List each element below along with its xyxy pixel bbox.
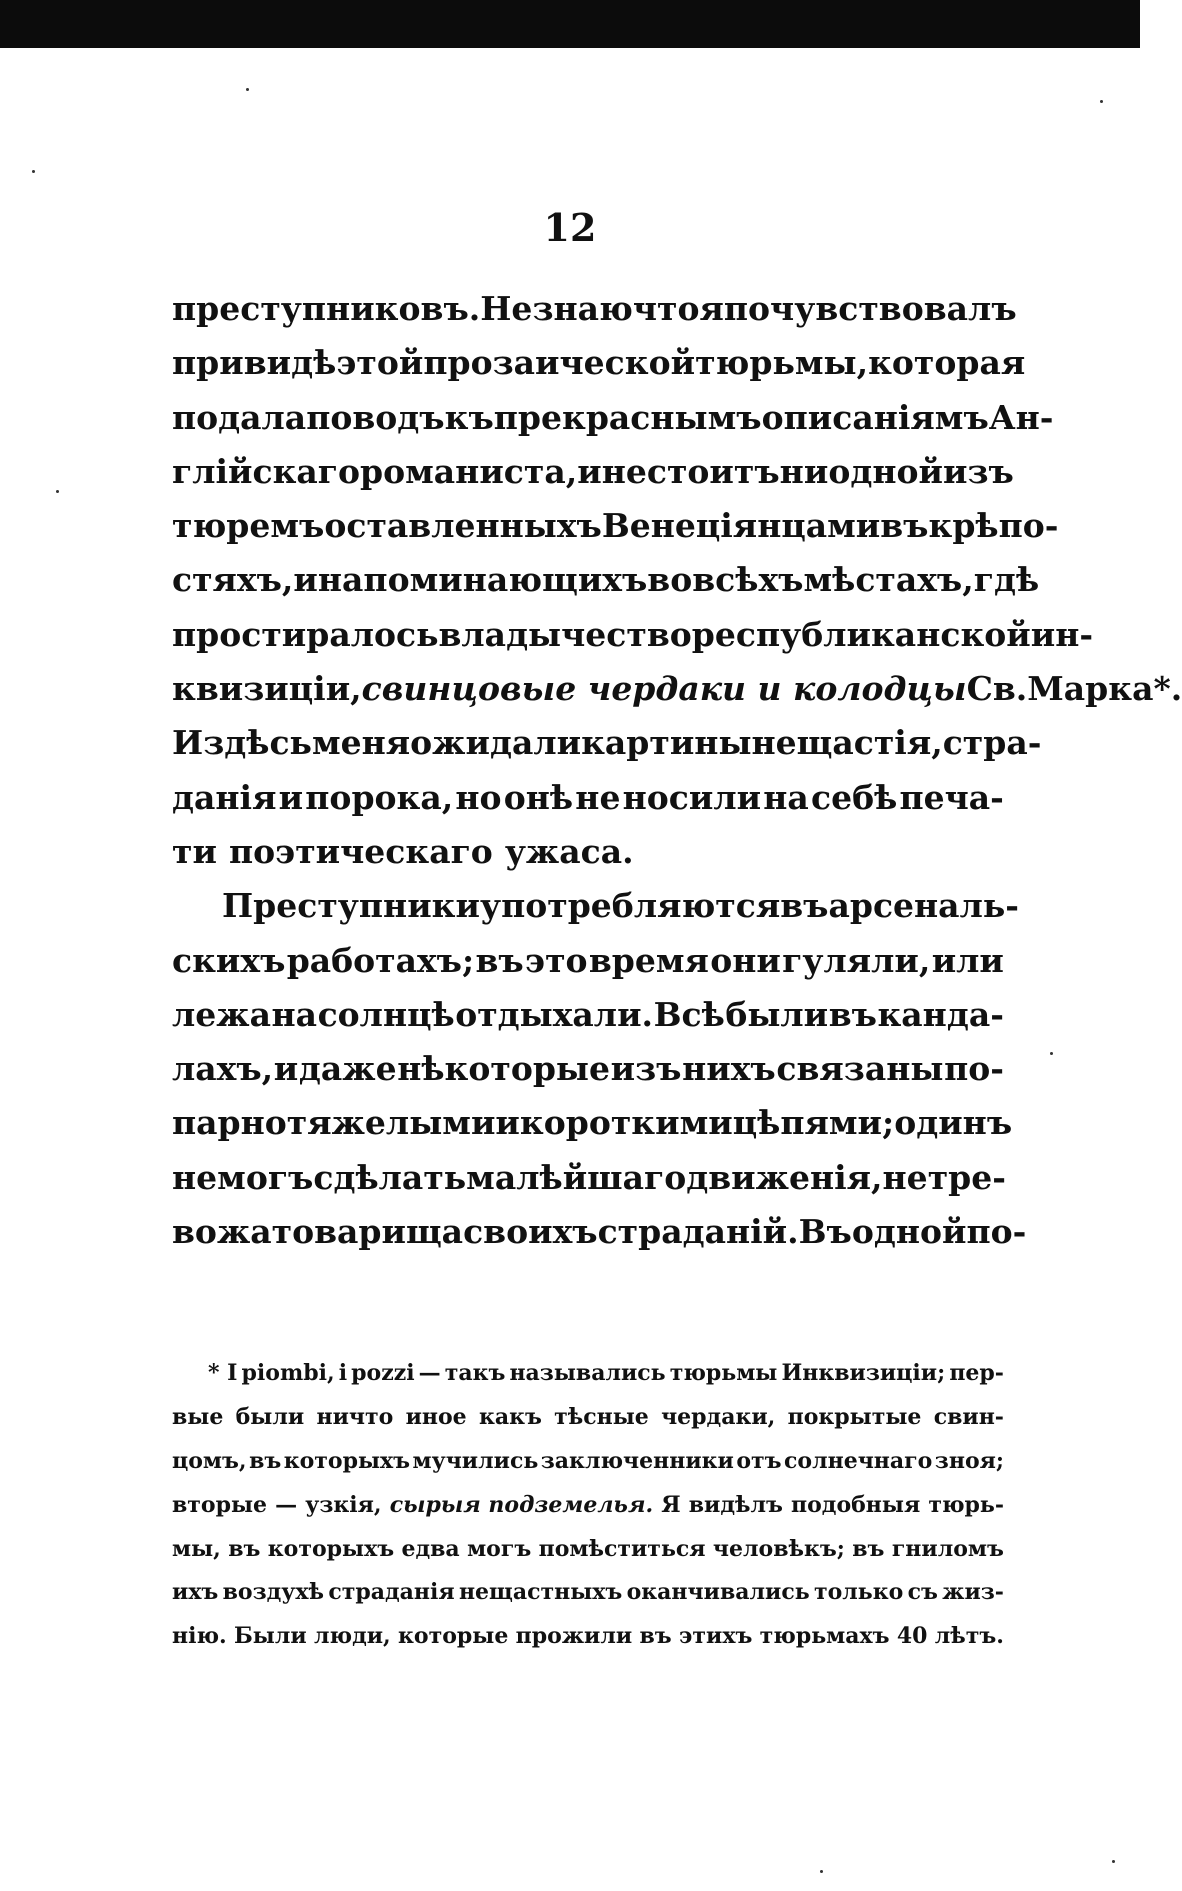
word: изъ — [610, 1049, 682, 1089]
word: онѣ — [503, 777, 574, 817]
word: употребляются — [480, 886, 781, 926]
footnote-word: вторые — [172, 1491, 268, 1518]
word: и — [293, 560, 318, 600]
word: солнцѣ — [317, 994, 455, 1034]
footnote-word: въ — [639, 1623, 672, 1650]
footnote-word: piombi, — [241, 1360, 335, 1386]
word: скихъ — [172, 940, 286, 980]
word: гуляли, — [782, 940, 931, 980]
word: лежа — [172, 994, 271, 1034]
footnote-word: только — [813, 1579, 904, 1606]
page-number: 12 — [543, 205, 597, 250]
word: данія — [172, 777, 277, 817]
footnote-word: этихъ — [678, 1623, 753, 1650]
word: отдыхали. — [455, 994, 654, 1034]
word: стра- — [942, 723, 1042, 763]
footnote-word: тюрьмахъ — [759, 1623, 890, 1650]
word: время — [588, 940, 709, 980]
word: одной — [851, 1212, 967, 1252]
word: ни — [779, 451, 829, 491]
word: я — [699, 289, 724, 328]
footnote-line — [172, 1352, 1004, 1396]
footnote-word: Были — [234, 1623, 307, 1650]
word: стоитъ — [646, 451, 780, 491]
footnote-word: пер- — [949, 1360, 1004, 1386]
footnote-word: жиз- — [942, 1579, 1004, 1606]
footnote-word: сырыя подземелья. — [389, 1491, 654, 1518]
word: которая — [868, 343, 1026, 383]
word: тяжелыми — [286, 1103, 496, 1143]
text-line — [172, 1096, 1013, 1150]
word: стяхъ, — [172, 560, 294, 600]
text-line — [172, 1151, 1004, 1205]
footnote-word: были — [235, 1403, 305, 1430]
scan-speck — [246, 88, 249, 91]
word: ти — [172, 831, 217, 871]
word: поводъ — [306, 397, 445, 437]
word: Марка*. — [1027, 669, 1182, 709]
footnote-word: человѣкъ; — [712, 1535, 845, 1562]
text-line — [172, 934, 1004, 988]
footnote-word: лѣтъ. — [934, 1623, 1004, 1650]
footnote-word: заключенники — [540, 1447, 734, 1474]
word: здѣсь — [203, 723, 312, 763]
footnote-word: назывались — [509, 1360, 666, 1386]
word: по- — [944, 1049, 1004, 1089]
word: не — [601, 451, 647, 491]
word: Не — [480, 289, 533, 328]
word: подала — [172, 397, 307, 437]
word: парно — [172, 1103, 287, 1143]
scan-speck — [32, 170, 35, 173]
word: были — [725, 994, 829, 1034]
word: себѣ — [811, 777, 898, 817]
word: вожа — [172, 1212, 272, 1252]
footnote-word: мучились — [412, 1447, 539, 1474]
word: по- — [966, 1212, 1027, 1252]
text-line — [172, 336, 1026, 390]
word: печа- — [899, 777, 1004, 817]
footnote-word: нію. — [172, 1623, 227, 1650]
word: республиканской — [691, 614, 1031, 654]
word: въ — [780, 886, 829, 926]
word: на — [763, 777, 809, 817]
word: напоминающихъ — [317, 560, 648, 600]
word: видѣ — [243, 343, 337, 383]
footnote-word: узкія, — [305, 1491, 382, 1518]
footnote-word: отъ — [736, 1447, 782, 1474]
footnote-word: * I — [208, 1360, 238, 1386]
word: на — [271, 994, 318, 1034]
footnote-word: свин- — [933, 1403, 1004, 1430]
text-line — [172, 879, 1019, 933]
word: оставленныхъ — [324, 506, 602, 546]
word: квизиціи, — [172, 669, 362, 709]
footnote-word: тюрь- — [928, 1491, 1004, 1518]
footnote-word: вые — [172, 1403, 224, 1430]
word: ожидали — [410, 723, 582, 763]
footnote-word: — — [275, 1491, 298, 1518]
word: мѣстахъ, — [803, 560, 974, 600]
footnote-line — [172, 1396, 1004, 1440]
footnote-line — [172, 1484, 1004, 1528]
word: могъ — [217, 1157, 314, 1197]
footnote-word: покрытые — [787, 1403, 922, 1430]
footnote-word: которые — [398, 1623, 509, 1650]
word: товарища — [271, 1212, 464, 1252]
word: простиралось — [172, 614, 439, 654]
word: гдѣ — [973, 560, 1040, 600]
footnote-word: едва — [401, 1535, 460, 1562]
footnote — [172, 1352, 1004, 1659]
word: нещастія, — [751, 723, 943, 763]
word: нихъ — [682, 1049, 776, 1089]
text-line — [172, 499, 1059, 553]
footnote-word: помѣститься — [538, 1535, 706, 1562]
scan-speck — [1112, 1860, 1115, 1863]
scan-speck — [56, 490, 59, 493]
word: лахъ, — [172, 1049, 274, 1089]
footnote-word: нещастныхъ — [458, 1579, 623, 1606]
footnote-word: чердаки, — [661, 1403, 776, 1430]
word: преступниковъ. — [172, 289, 481, 328]
word: Ан- — [988, 397, 1054, 437]
word: въ — [828, 994, 877, 1034]
word: связаны — [776, 1049, 944, 1089]
footnote-word: прожили — [515, 1623, 633, 1650]
footnote-word: Я — [661, 1491, 681, 1518]
word: ин- — [1030, 614, 1094, 654]
word: не — [882, 1157, 928, 1197]
word: своихъ — [463, 1212, 598, 1252]
footnote-word: которыхъ — [283, 1447, 411, 1474]
word: или — [931, 940, 1004, 980]
text-line — [172, 1042, 1004, 1096]
word: одной — [828, 451, 943, 491]
word: арсеналь- — [828, 886, 1019, 926]
footnote-word: такъ — [444, 1360, 506, 1386]
word: свинцовые чердаки и колодцы — [361, 669, 967, 709]
text-line — [172, 1205, 1027, 1259]
footnote-word: видѣлъ — [688, 1491, 783, 1518]
footnote-word: люди, — [314, 1623, 391, 1650]
word: крѣпо- — [928, 506, 1059, 546]
word: работахъ; — [286, 940, 475, 980]
footnote-word: ихъ — [172, 1579, 219, 1606]
footnote-word: мы, — [172, 1535, 221, 1562]
word: носили — [622, 777, 762, 817]
scan-speck — [1100, 100, 1103, 103]
footnote-line — [172, 1528, 1004, 1572]
word: знаю — [532, 289, 633, 328]
footnote-line — [172, 1571, 1004, 1615]
footnote-line — [172, 1615, 1004, 1659]
footnote-word: съ — [907, 1579, 938, 1606]
word: глійскаго — [172, 451, 361, 491]
word: не — [172, 1157, 218, 1197]
word: всѣхъ — [692, 560, 804, 600]
word: но — [455, 777, 502, 817]
footnote-word: солнечнаго — [784, 1447, 933, 1474]
word: Всѣ — [653, 994, 725, 1034]
word: И — [172, 723, 204, 763]
word: прекраснымъ — [493, 397, 762, 437]
footnote-word: воздухѣ — [222, 1579, 324, 1606]
word: въ — [880, 506, 929, 546]
text-line — [172, 553, 1040, 607]
footnote-word: въ — [249, 1447, 282, 1474]
footnote-word: ничто — [316, 1403, 394, 1430]
word: этой — [336, 343, 424, 383]
footnote-word: какъ — [478, 1403, 542, 1430]
word: Въ — [798, 1212, 852, 1252]
footnote-word: подобныя — [791, 1491, 921, 1518]
word: картины — [581, 723, 752, 763]
word: къ — [444, 397, 494, 437]
word: тре- — [927, 1157, 1006, 1197]
word: страданій. — [597, 1212, 799, 1252]
text-line — [172, 825, 1004, 879]
word: это — [525, 940, 588, 980]
text-line — [172, 391, 1054, 445]
word: владычество — [438, 614, 692, 654]
main-text — [172, 282, 1182, 1259]
text-line — [172, 988, 1004, 1042]
text-line — [172, 282, 1017, 336]
footnote-word: цомъ, — [172, 1447, 247, 1474]
word: малѣйшаго — [466, 1157, 687, 1197]
word: почувствовалъ — [723, 289, 1017, 328]
footnote-word: въ — [228, 1535, 261, 1562]
scan-speck — [820, 1870, 823, 1873]
footnote-word: страданія — [328, 1579, 455, 1606]
word: сдѣлать — [313, 1157, 467, 1197]
word: цѣпями; — [732, 1103, 895, 1143]
footnote-word: — — [418, 1360, 441, 1386]
footnote-word: въ — [852, 1535, 885, 1562]
word: тюрьмы, — [695, 343, 869, 383]
word: описаніямъ — [761, 397, 989, 437]
footnote-word: pozzi — [351, 1360, 415, 1386]
footnote-word: i — [338, 1360, 348, 1386]
word: во — [647, 560, 693, 600]
word: канда- — [877, 994, 1004, 1034]
word: и — [278, 777, 304, 817]
word: что — [632, 289, 700, 328]
word: тюремъ — [172, 506, 325, 546]
scan-top-edge — [0, 0, 1140, 48]
footnote-word: оканчивались — [626, 1579, 810, 1606]
footnote-word: которыхъ — [267, 1535, 395, 1562]
footnote-word: гниломъ — [891, 1535, 1004, 1562]
footnote-word: иное — [405, 1403, 467, 1430]
text-line — [172, 716, 1042, 770]
footnote-word: могъ — [467, 1535, 532, 1562]
word: Преступники — [222, 886, 480, 926]
word: короткими — [519, 1103, 733, 1143]
scan-speck — [1050, 1052, 1053, 1055]
footnote-word: тюрьмы — [669, 1360, 778, 1386]
word: и — [273, 1049, 299, 1089]
word: изъ — [942, 451, 1014, 491]
footnote-word: тѣсные — [554, 1403, 649, 1430]
word: движенія, — [686, 1157, 883, 1197]
word: Венеціянцами — [601, 506, 881, 546]
word: меня — [311, 723, 411, 763]
word: и — [577, 451, 602, 491]
footnote-word: зноя; — [934, 1447, 1004, 1474]
word: романиста, — [360, 451, 578, 491]
text-line — [172, 445, 1014, 499]
word: одинъ — [894, 1103, 1013, 1143]
footnote-word: 40 — [896, 1623, 928, 1650]
word: въ — [475, 940, 524, 980]
word: не — [575, 777, 621, 817]
word: даже — [298, 1049, 397, 1089]
word: при — [172, 343, 244, 383]
text-line — [172, 608, 1094, 662]
footnote-word: Инквизиціи; — [781, 1360, 946, 1386]
word: ужаса. — [504, 831, 634, 871]
word: нѣкоторые — [397, 1049, 611, 1089]
text-line — [172, 662, 1182, 716]
word: Св. — [966, 669, 1028, 709]
word: порока, — [305, 777, 454, 817]
text-line — [172, 771, 1004, 825]
word: они — [710, 940, 781, 980]
footnote-line — [172, 1440, 1004, 1484]
word: и — [495, 1103, 520, 1143]
word: прозаической — [423, 343, 696, 383]
word: поэтическаго — [228, 831, 493, 871]
